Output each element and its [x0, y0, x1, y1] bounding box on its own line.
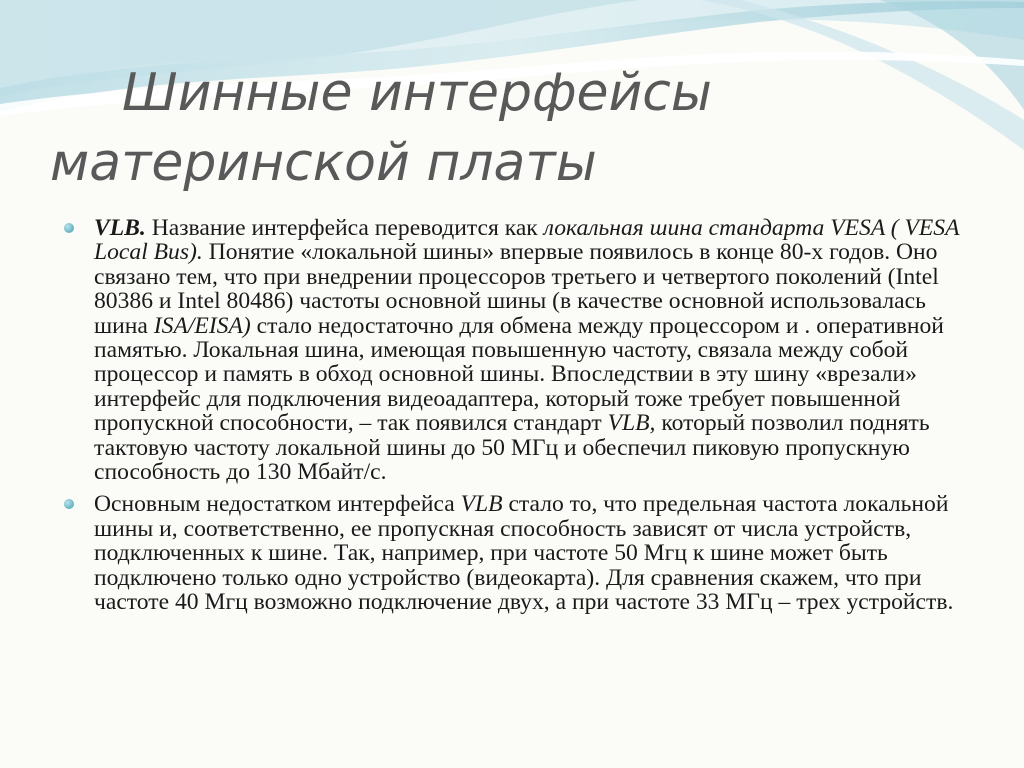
text-run: Название интерфейса переводится как: [145, 215, 544, 241]
bullet-list: [64, 216, 964, 623]
emphasis-run: VLB: [460, 491, 503, 518]
emphasis-run: локальная шина стандарта VESA ( VESA Local Bus).: [94, 215, 960, 266]
text-run: который позволил поднять тактовую частоту локальной шины до 50 МГц и обеспечил пиковую пропускную способность до 130 Мбайт/с.: [94, 410, 930, 486]
bullet-vlb-description: [64, 216, 964, 484]
text-run: Понятие «локальной шины» впервые появилось в конце 80-х годов. Оно связано тем, что при внедрении процессоров третьего и четвертого поколений (Intel 80386 и Intel 80486) частоты основной шины (в качестве основной использовалась шина: [94, 239, 939, 339]
bullet-point-icon: [64, 499, 74, 509]
title-line-1: Шинные интерфейсы: [122, 63, 712, 123]
bullet-point-icon: [64, 223, 74, 233]
bullet-text: [94, 216, 964, 484]
bullet-text: [94, 492, 964, 614]
text-run: Основным недостатком интерфейса: [94, 491, 461, 518]
title-line-2: материнской платы: [50, 133, 597, 193]
text-run: стало то, что предельная частота локальной шины и, соответственно, ее пропускная способность зависят от числа устройств, подключенных к шине. Так, например, при частоте 50 Мгц к шине может быть подключено только одно устройство (видеокарта). Для сравнения скажем, что при частоте 40 Мгц возможно подключение двух, а при частоте 33 МГц – трех устройств.: [94, 491, 954, 616]
emphasis-run: ISA/EISA): [153, 312, 251, 339]
emphasis-run: VLB,: [607, 410, 656, 437]
bullet-vlb-drawback: [64, 492, 964, 614]
slide-title: [50, 58, 950, 198]
bullet-label: VLB.: [94, 215, 146, 241]
text-run: стало недостаточно для обмена между процессором и . оперативной памятью. Локальная шина, имеющая повышенную частоту, связала между собой процессор и память в обход основной шины. Впоследствии в эту шину «врезали» интерфейс для подключения видеоадаптера, который тоже требует повышенной пропускной способности, – так появился стандарт: [94, 312, 944, 437]
